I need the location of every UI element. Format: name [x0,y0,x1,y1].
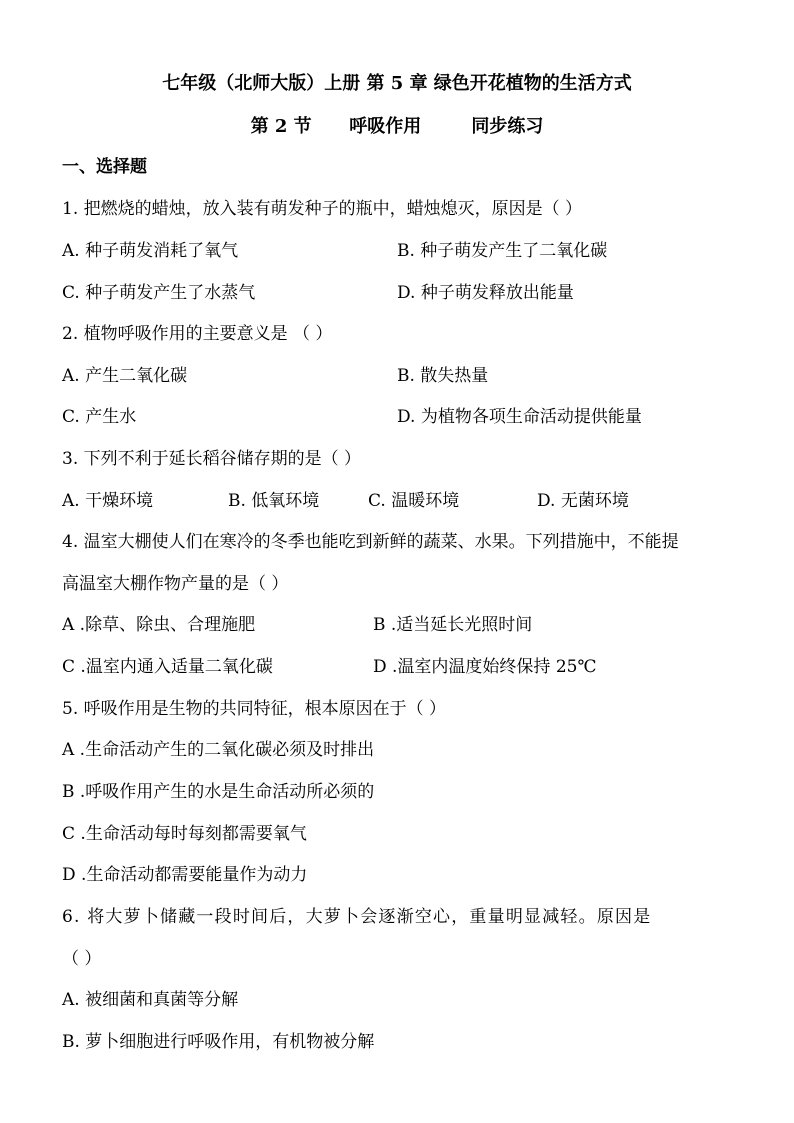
question-5-option-b: B .呼吸作用产生的水是生命活动所必须的 [62,782,375,802]
question-3-stem: 3. 下列不利于延长稻谷储存期的是（ ） [62,449,362,469]
question-5-stem: 5. 呼吸作用是生物的共同特征，根本原因在于（ ） [62,699,447,719]
question-6-stem: 6. 将大萝卜储藏一段时间后，大萝卜会逐渐空心，重量明显减轻。原因是 [62,907,652,927]
question-3-option-d: D. 无菌环境 [537,491,629,511]
question-5-option-c: C .生命活动每时每刻都需要氧气 [62,824,307,844]
question-2-stem: 2. 植物呼吸作用的主要意义是 （ ） [62,324,333,344]
question-4-option-d: D .温室内温度始终保持 25℃ [373,657,597,677]
question-1-option-d: D. 种子萌发释放出能量 [397,283,574,303]
question-6-stem-continued: （ ） [62,949,102,969]
question-3-option-b: B. 低氧环境 [228,491,320,511]
question-6-option-b: B. 萝卜细胞进行呼吸作用，有机物被分解 [62,1032,375,1052]
document-title: 七年级（北师大版）上册 第 5 章 绿色开花植物的生活方式 [162,73,632,94]
question-1-option-c: C. 种子萌发产生了水蒸气 [62,283,256,303]
question-4-option-c: C .温室内通入适量二氧化碳 [62,657,273,677]
question-3-option-c: C. 温暖环境 [368,491,460,511]
question-1-option-b: B. 种子萌发产生了二氧化碳 [397,241,608,261]
question-3-option-a: A. 干燥环境 [62,491,154,511]
question-1-stem: 1. 把燃烧的蜡烛，放入装有萌发种子的瓶中，蜡烛熄灭，原因是（ ） [62,199,583,219]
question-1-option-a: A. 种子萌发消耗了氧气 [62,241,239,261]
question-5-option-d: D .生命活动都需要能量作为动力 [62,865,308,885]
document-subtitle: 第 2 节 呼吸作用 同步练习 [250,116,544,137]
question-2-option-b: B. 散失热量 [397,366,489,386]
question-4-stem: 4. 温室大棚使人们在寒冷的冬季也能吃到新鲜的蔬菜、水果。下列措施中，不能提 [62,532,679,552]
question-4-stem-continued: 高温室大棚作物产量的是（ ） [62,574,289,594]
question-5-option-a: A .生命活动产生的二氧化碳必须及时排出 [62,740,375,760]
section-heading: 一、选择题 [62,157,147,177]
question-2-option-c: C. 产生水 [62,407,137,427]
question-2-option-a: A. 产生二氧化碳 [62,366,188,386]
question-4-option-a: A .除草、除虫、合理施肥 [62,615,256,635]
question-6-option-a: A. 被细菌和真菌等分解 [62,990,239,1010]
question-2-option-d: D. 为植物各项生命活动提供能量 [397,407,642,427]
question-4-option-b: B .适当延长光照时间 [373,615,533,635]
